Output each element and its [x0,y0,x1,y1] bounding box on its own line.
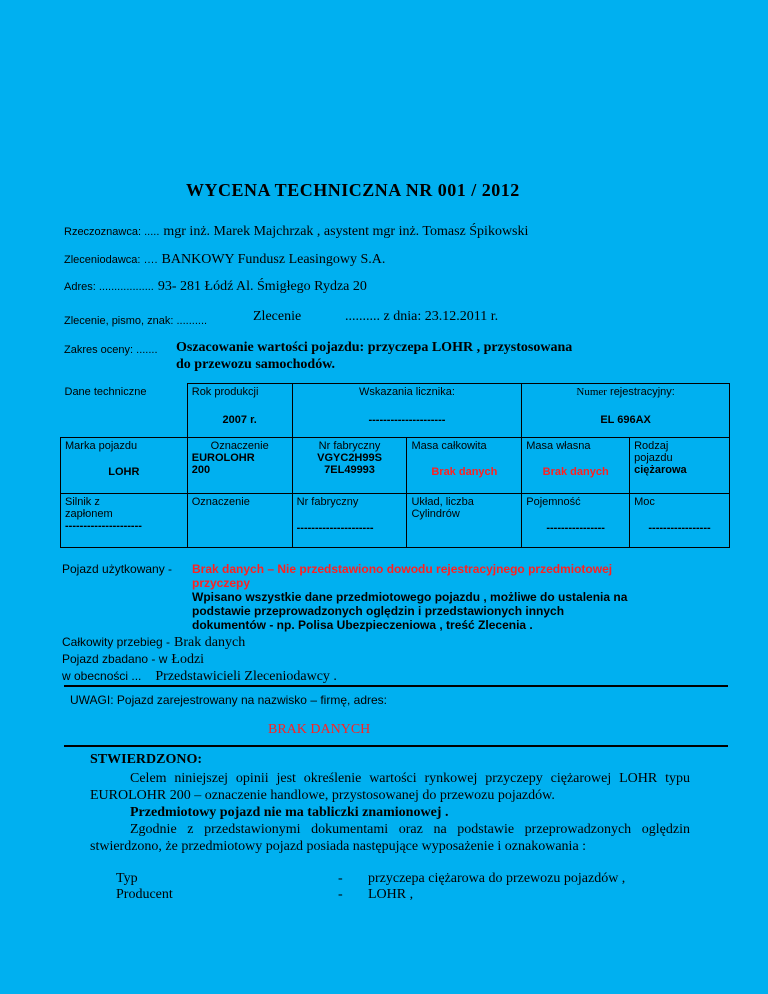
rzeczoznawca-value: mgr inż. Marek Majchrzak , asystent mgr inż. Tomasz Śpikowski [163,224,529,239]
oznaczenie2-cell [187,494,292,548]
item-typ-value: przyczepa ciężarowa do przewozu pojazdów , [368,871,626,886]
zakres-label: Zakres oceny: ....... [64,344,158,356]
zlecenie-date: .......... z dnia: 23.12.2011 r. [345,309,499,324]
oznaczenie-value2: 200 [191,464,211,476]
item-producent-label: Producent [116,887,173,902]
marka-cell [61,438,188,494]
masa-wlasna-cell [522,438,630,494]
masa-calkowita-cell [407,438,522,494]
obecnosc-value: Przedstawicieli Zleceniodawcy . [155,669,337,684]
zbadano-label: Pojazd zbadano - w [62,652,168,666]
moc-value: ----------------- [648,522,711,534]
divider-top [64,685,728,687]
pojemnosc-label: Pojemność [526,496,581,508]
masa-wlasna-label: Masa własna [526,440,591,452]
obecnosc-row [62,667,337,685]
pojemnosc-cell [522,494,630,548]
rzeczoznawca-label: Rzeczoznawca: ..... [64,226,160,238]
masa-calkowita-value: Brak danych [431,466,498,478]
nr-fabryczny2-label: Nr fabryczny [296,496,359,508]
uwagi-label: UWAGI: Pojazd zarejestrowany na nazwisko – firmę, adres: [70,693,388,707]
uzytkowany-red-line1: Brak danych – Nie przedstawiono dowodu rejestracyjnego przedmiotowej [192,562,613,576]
adres-label: Adres: .................. [64,281,154,293]
zlecenie-label: Zlecenie, pismo, znak: .......... [64,315,208,327]
nr-fabryczny-value2: 7EL49993 [324,464,375,476]
item-typ-dash: - [338,871,343,886]
licznik-value: --------------------- [368,414,446,426]
zakres-value-line2: do przewozu samochodów. [176,357,336,372]
technical-data-table [60,383,730,548]
silnik-label2: zapłonem [65,508,113,520]
numer-label: Numer rejestracyjny: [576,386,675,398]
licznik-cell [292,384,522,438]
item-producent-value: LOHR , [368,887,414,902]
masa-calkowita-label: Masa całkowita [411,440,487,452]
obecnosc-label: w obecności ... [62,669,142,683]
nr-fabryczny2-value: --------------------- [296,522,374,534]
numer-value: EL 696AX [600,414,651,426]
item-typ-label: Typ [116,871,138,886]
nr-fabryczny-cell [292,438,407,494]
rodzaj-label2: pojazdu [634,452,673,464]
masa-wlasna-value: Brak danych [542,466,609,478]
nr-fabryczny2-cell [292,494,407,548]
uzytkowany-red-line2: przyczepy [192,576,251,590]
nr-fabryczny-value1: VGYC2H99S [317,452,382,464]
zbadano-value: Łodzi [171,652,205,667]
zbadano-row [62,650,204,668]
silnik-value: --------------------- [65,520,142,532]
przebieg-label: Całkowity przebieg - [62,635,171,649]
przebieg-row [62,633,245,651]
pojemnosc-value: ---------------- [546,522,605,534]
rok-produkcji-cell [187,384,292,438]
moc-cell [630,494,730,548]
przebieg-value: Brak danych [174,635,246,650]
zlecenie-value: Zlecenie [253,309,302,324]
item-producent-dash: - [338,887,343,902]
moc-label: Moc [634,496,655,508]
oznaczenie-cell [187,438,292,494]
rok-produkcji-value: 2007 r. [222,414,257,426]
oznaczenie-label: Oznaczenie [210,440,269,452]
zakres-value-line1: Oszacowanie wartości pojazdu: przyczepa LOHR , przystosowana [176,340,573,355]
uzytkowany-label: Pojazd użytkowany - [62,562,173,576]
zleceniodawca-label: Zleceniodawca: …. [64,254,158,266]
nr-fabryczny-label: Nr fabryczny [318,440,381,452]
document-title: WYCENA TECHNICZNA NR 001 / 2012 [186,180,520,200]
stwierdzono-paragraph-2: Przedmiotowy pojazd nie ma tabliczki znamionowej . [130,805,449,820]
uwagi-value: BRAK DANYCH [268,722,371,737]
uklad-cell [407,494,522,548]
rodzaj-label1: Rodzaj [634,440,669,452]
rodzaj-value: ciężarowa [634,464,687,476]
stwierdzono-heading: STWIERDZONO: [90,752,203,767]
uklad-label2: Cylindrów [411,508,460,520]
silnik-cell [61,494,188,548]
dane-techniczne-label: Dane techniczne [64,385,147,398]
licznik-label: Wskazania licznika: [358,386,455,398]
stwierdzono-paragraph-1: Celem niniejszej opinii jest określenie wartości rynkowej przyczepy ciężarowej LOHR typu EUROLOHR 200 – oznaczenie handlowe, przystosowanej do przewozu pojazdów. [90,771,690,803]
uzytkowany-note-line3: dokumentów - np. Polisa Ubezpieczeniowa , treść Zlecenia . [192,618,533,632]
silnik-label1: Silnik z [65,496,100,508]
oznaczenie-value1: EUROLOHR [191,452,255,464]
rodzaj-cell [630,438,730,494]
oznaczenie2-label: Oznaczenie [191,496,250,508]
marka-label: Marka pojazdu [65,440,138,452]
uklad-label1: Układ, liczba [411,496,474,508]
zleceniodawca-row [64,250,385,268]
uzytkowany-note-line2: podstawie przeprowadzonych oględzin i przedstawionych innych [192,604,565,618]
uzytkowany-note-line1: Wpisano wszystkie dane przedmiotowego pojazdu , możliwe do ustalenia na [192,590,628,604]
rzeczoznawca-row [64,222,528,240]
marka-value: LOHR [108,466,140,478]
adres-row [64,277,367,295]
zleceniodawca-value: BANKOWY Fundusz Leasingowy S.A. [161,252,386,267]
numer-cell [522,384,730,438]
zlecenie-row [64,311,207,329]
divider-bottom [64,745,728,747]
rok-produkcji-label: Rok produkcji [191,386,259,398]
stwierdzono-paragraph-3: Zgodnie z przedstawionymi dokumentami oraz na podstawie przeprowadzonych oględzin stwierdzono, że przedmiotowy pojazd posiada następujące wyposażenie i oznakowania : [90,822,690,854]
adres-value: 93- 281 Łódź Al. Śmigłego Rydza 20 [157,279,367,294]
